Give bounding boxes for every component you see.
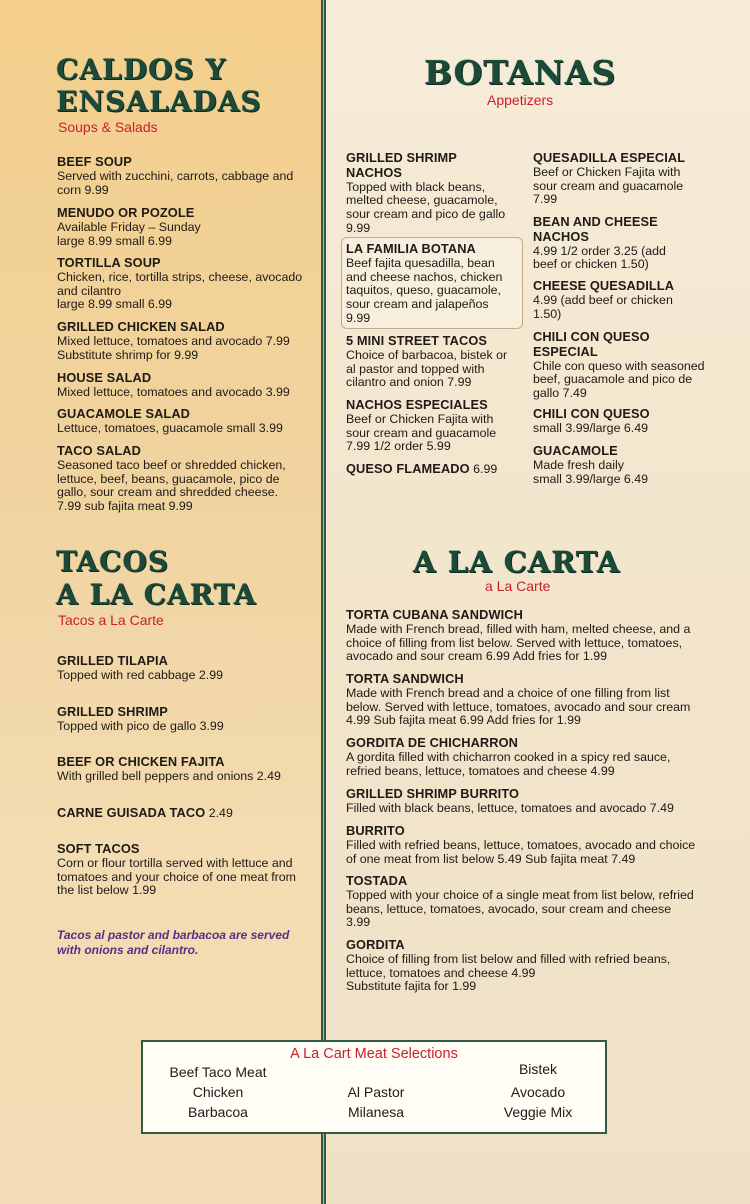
item-desc: Choice of barbacoa, bistek or al pastor and topped with cilantro and onion 7.99 (346, 347, 508, 390)
item-desc: Available Friday – Sunday (57, 219, 201, 234)
item-name: BURRITO (346, 823, 405, 838)
item-name: TORTILLA SOUP (57, 255, 161, 270)
item-name: TOSTADA (346, 873, 408, 888)
item-desc: Made with French bread, filled with ham, melted cheese, and a choice of filling from list below. Served with lettuce, tomatoes, avocado and sour cream 6.99 Add fries for 1.99 (346, 621, 691, 664)
menu-item-nachos-especiales (346, 398, 516, 454)
menu-item-fajita-taco (57, 755, 317, 784)
item-desc: Filled with refried beans, lettuce, tomatoes, avocado and choice of one meat from list below 5.49 Sub fajita meat 7.49 (346, 837, 696, 866)
caldos-title-line2: ENSALADAS (56, 85, 262, 118)
item-desc: 4.99 (add beef or chicken 1.50) (533, 292, 673, 321)
item-desc: Topped with pico de gallo 3.99 (57, 718, 224, 733)
meat-chicken: Chicken (192, 1084, 244, 1100)
item-name: QUESO FLAMEADO (346, 461, 470, 476)
item-name: GUACAMOLE (533, 443, 618, 458)
item-name: GUACAMOLE SALAD (57, 406, 191, 421)
caldos-title-line1: CALDOS Y (56, 53, 227, 86)
item-desc: With grilled bell peppers and onions 2.49 (57, 768, 281, 783)
meat-milanesa: Milanesa (347, 1104, 405, 1120)
meat-avocado: Avocado (510, 1084, 566, 1100)
item-desc: Beef or Chicken Fajita with sour cream and guacamole 7.99 (533, 164, 684, 207)
item-desc: Mixed lettuce, tomatoes and avocado 7.99 (57, 333, 290, 348)
carta-subtitle: a La Carte (485, 578, 551, 594)
item-name: TORTA CUBANA SANDWICH (346, 607, 523, 622)
caldos-subtitle: Soups & Salads (58, 119, 158, 135)
meat-beef-taco: Beef Taco Meat (169, 1064, 267, 1080)
item-name: GRILLED TILAPIA (57, 653, 168, 668)
menu-item-beef-soup (57, 155, 307, 197)
item-name: NACHOS ESPECIALES (346, 397, 488, 412)
menu-item-chili-con-queso (533, 407, 703, 436)
meat-barbacoa: Barbacoa (188, 1104, 248, 1120)
item-name: CARNE GUISADA TACO (57, 805, 206, 820)
item-desc: Beef or Chicken Fajita with sour cream and guacamole 7.99 1/2 order 5.99 (346, 411, 497, 454)
item-desc: Topped with red cabbage 2.99 (57, 667, 224, 682)
item-desc: Seasoned taco beef or shredded chicken, lettuce, beef, beans, guacamole, pico de gallo, sour cream and shredded cheese. 7.99 sub fajita meat 9.99 (57, 457, 286, 514)
menu-item-torta-cubana (346, 608, 706, 664)
item-price: large 8.99 small 6.99 (57, 297, 173, 312)
item-desc: Chile con queso with seasoned beef, guacamole and pico de gallo 7.49 (533, 358, 705, 401)
item-name: TORTA SANDWICH (346, 671, 464, 686)
item-name: BEEF SOUP (57, 154, 132, 169)
item-desc: Corn or flour tortilla served with lettuce and tomatoes and your choice of one meat from the list below 1.99 (57, 855, 296, 898)
item-desc: A gordita filled with chicharron cooked in a spicy red sauce, refried beans, lettuce, tomatoes and cheese 4.99 (346, 749, 671, 778)
item-name: LA FAMILIA BOTANA (346, 241, 476, 256)
item-name: GORDITA (346, 937, 405, 952)
item-name: GRILLED SHRIMP BURRITO (346, 786, 520, 801)
menu-item-la-familia-botana (346, 242, 516, 326)
menu-item-bean-cheese-nachos (533, 215, 693, 272)
item-name: CHEESE QUESADILLA (533, 278, 675, 293)
menu-item-cheese-quesadilla (533, 279, 693, 321)
item-desc: Beef fajita quesadilla, bean and cheese nachos, chicken taquitos, queso, guacamole, sour cream and jalapeños 9.99 (346, 255, 503, 325)
menu-item-gordita (346, 938, 691, 994)
menu-item-queso-flameado (346, 462, 524, 477)
menu-item-house-salad (57, 371, 312, 400)
item-desc: Lettuce, tomatoes, guacamole small 3.99 (57, 420, 283, 435)
meat-selections-box (141, 1040, 607, 1134)
item-name: GRILLED SHRIMP (57, 704, 168, 719)
menu-item-tostada (346, 874, 696, 930)
item-desc: small 3.99/large 6.49 (533, 420, 649, 435)
item-price: large 8.99 small 6.99 (57, 233, 173, 248)
botanas-title: BOTANAS (424, 53, 617, 92)
item-name: CHILI CON QUESO ESPECIAL (533, 329, 650, 359)
item-name: SOFT TACOS (57, 841, 140, 856)
menu-item-quesadilla-especial (533, 151, 703, 207)
item-desc: Choice of filling from list below and filled with refried beans, lettuce, tomatoes and cheese 4.99 (346, 951, 671, 980)
item-name: BEAN AND CHEESE NACHOS (533, 214, 658, 244)
item-price: 2.49 (208, 806, 233, 820)
item-desc: 4.99 1/2 order 3.25 (add beef or chicken 1.50) (533, 243, 666, 272)
menu-item-grilled-chicken-salad (57, 320, 312, 362)
item-note: Substitute fajita for 1.99 (346, 979, 477, 994)
menu-item-soft-tacos (57, 842, 302, 898)
meat-selections-title: A La Cart Meat Selections (290, 1046, 458, 1062)
item-desc: Topped with black beans, melted cheese, guacamole, sour cream and pico de gallo 9.99 (346, 179, 506, 235)
item-desc: Topped with your choice of a single meat from list below, refried beans, lettuce, tomatoes, avocado, sour cream and cheese 3.99 (346, 887, 694, 930)
menu-item-menudo (57, 206, 307, 248)
menu-item-guacamole-salad (57, 407, 312, 436)
menu-item-tortilla-soup (57, 256, 307, 312)
item-name: MENUDO OR POZOLE (57, 205, 195, 220)
menu-item-torta-sandwich (346, 672, 706, 728)
menu-item-grilled-shrimp-nachos (346, 151, 516, 236)
item-name: QUESADILLA ESPECIAL (533, 150, 686, 165)
item-desc: Mixed lettuce, tomatoes and avocado 3.99 (57, 384, 290, 399)
meat-al-pastor: Al Pastor (347, 1084, 405, 1100)
meat-bistek: Bistek (518, 1061, 558, 1077)
menu-item-carne-guisada (57, 806, 317, 821)
menu-item-grilled-shrimp-burrito (346, 787, 706, 816)
item-name: GORDITA DE CHICHARRON (346, 735, 519, 750)
item-desc: Served with zucchini, carrots, cabbage and corn 9.99 (57, 168, 294, 197)
tacos-title-line2: A LA CARTA (56, 578, 257, 611)
item-desc: Made fresh daily (533, 457, 624, 472)
meat-veggie-mix: Veggie Mix (503, 1104, 573, 1120)
item-name: 5 MINI STREET TACOS (346, 333, 488, 348)
tacos-subtitle: Tacos a La Carte (58, 612, 164, 628)
item-desc: Filled with black beans, lettuce, tomatoes and avocado 7.49 (346, 800, 674, 815)
carta-title: A LA CARTA (413, 545, 621, 579)
item-name: GRILLED CHICKEN SALAD (57, 319, 225, 334)
tacos-note: Tacos al pastor and barbacoa are served with onions and cilantro. (57, 928, 290, 957)
botanas-subtitle: Appetizers (487, 92, 554, 108)
item-desc: Made with French bread and a choice of one filling from list below. Served with lettuce, tomatoes, avocado and sour cream 4.99 Sub fajita meat 6.99 Add fries for 1.99 (346, 685, 691, 728)
item-name: CHILI CON QUESO (533, 406, 650, 421)
item-price: 6.99 (473, 462, 498, 476)
menu-item-burrito (346, 824, 706, 866)
tacos-title-line1: TACOS (56, 545, 169, 578)
item-name: HOUSE SALAD (57, 370, 152, 385)
menu-item-grilled-tilapia (57, 654, 312, 683)
item-price: small 3.99/large 6.49 (533, 471, 649, 486)
menu-item-taco-salad (57, 444, 297, 514)
menu-item-chili-con-queso-especial (533, 330, 713, 401)
item-name: GRILLED SHRIMP NACHOS (346, 150, 457, 180)
item-name: TACO SALAD (57, 443, 141, 458)
menu-item-gordita-chicharron (346, 736, 706, 778)
item-name: BEEF OR CHICKEN FAJITA (57, 754, 225, 769)
menu-item-guacamole (533, 444, 703, 486)
menu-item-mini-street-tacos (346, 334, 516, 390)
item-price: Substitute shrimp for 9.99 (57, 347, 199, 362)
menu-item-grilled-shrimp-taco (57, 705, 312, 734)
item-desc: Chicken, rice, tortilla strips, cheese, avocado and cilantro (57, 269, 303, 298)
column-divider-line (323, 0, 324, 1204)
